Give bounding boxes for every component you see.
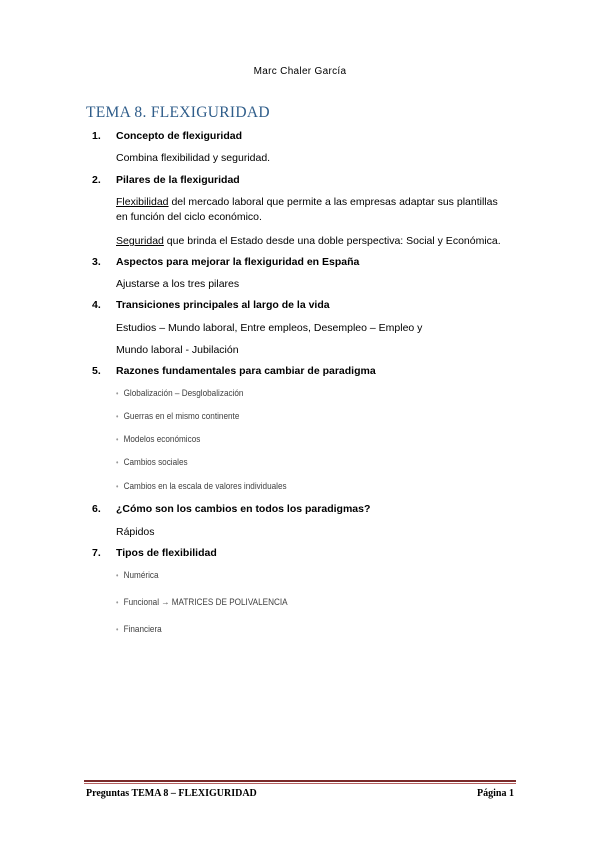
footer-title: Preguntas TEMA 8 – FLEXIGURIDAD [86, 788, 257, 799]
list-item-text: Numérica [123, 570, 159, 581]
footer-divider-thin [84, 783, 516, 784]
list-item-text: Cambios sociales [123, 457, 188, 468]
list-item-text: Globalización – Desglobalización [123, 388, 244, 399]
question-4-number: 4. [92, 299, 101, 311]
bullet-icon: • [116, 598, 119, 607]
question-4 [92, 299, 330, 311]
question-1-number: 1. [92, 130, 101, 142]
answer-1: Combina flexibilidad y seguridad. [116, 152, 271, 164]
list-item-text: Cambios en la escala de valores individuales [123, 481, 287, 492]
answer-4-line1: Estudios – Mundo laboral, Entre empleos, Desempleo – Empleo y [116, 322, 423, 334]
bullet-icon: • [116, 435, 119, 444]
page-number: Página 1 [477, 788, 514, 799]
header-author: Marc Chaler García [253, 66, 347, 77]
bullet-icon: • [116, 571, 119, 580]
question-6 [92, 503, 370, 515]
question-7 [92, 547, 217, 559]
bullet-icon: • [116, 412, 119, 421]
answer-2-flexibilidad-term: Flexibilidad [116, 196, 169, 208]
list-item [116, 570, 159, 581]
list-item [116, 481, 287, 492]
list-item [116, 434, 200, 445]
answer-3: Ajustarse a los tres pilares [116, 278, 240, 290]
question-2 [92, 174, 240, 186]
bullet-icon: • [116, 389, 119, 398]
answer-2-seguridad-term: Seguridad [116, 235, 164, 247]
question-3-number: 3. [92, 256, 101, 268]
question-2-text: Pilares de la flexiguridad [116, 174, 240, 186]
bullet-icon: • [116, 625, 119, 634]
answer-2-seguridad-text: que brinda el Estado desde una doble perspectiva: Social y Económica. [163, 235, 501, 247]
question-7-text: Tipos de flexibilidad [116, 547, 217, 559]
bullet-icon: • [116, 458, 119, 467]
question-3-text: Aspectos para mejorar la flexiguridad en España [116, 256, 360, 268]
question-4-text: Transiciones principales al largo de la vida [116, 299, 330, 311]
question-5-number: 5. [92, 365, 101, 377]
question-5-text: Razones fundamentales para cambiar de paradigma [116, 365, 376, 377]
list-item [116, 388, 243, 399]
page-title: TEMA 8. FLEXIGURIDAD [86, 104, 270, 121]
answer-2-flexibilidad-text: del mercado laboral que permite a las empresas adaptar sus plantillas [168, 196, 498, 208]
question-5 [92, 365, 376, 377]
question-6-text: ¿Cómo son los cambios en todos los paradigmas? [116, 503, 371, 515]
footer-divider [84, 780, 516, 782]
question-6-number: 6. [92, 503, 101, 515]
list-item-text: Funcional → MATRICES DE POLIVALENCIA [123, 597, 288, 608]
answer-2-seguridad [116, 234, 501, 249]
question-2-number: 2. [92, 174, 101, 186]
answer-6: Rápidos [116, 526, 155, 538]
answer-2-flexibilidad-line2: en función del ciclo económico. [116, 211, 262, 223]
list-item-text: Financiera [123, 624, 162, 635]
bullet-icon: • [116, 482, 119, 491]
question-1 [92, 130, 242, 142]
list-item-text: Guerras en el mismo continente [123, 411, 240, 422]
list-item [116, 597, 288, 608]
answer-4-line2: Mundo laboral - Jubilación [116, 344, 239, 356]
list-item [116, 411, 239, 422]
question-7-number: 7. [92, 547, 101, 559]
list-item [116, 457, 188, 468]
question-3 [92, 256, 359, 268]
question-1-text: Concepto de flexiguridad [116, 130, 243, 142]
list-item-text: Modelos económicos [123, 434, 201, 445]
answer-2-flexibilidad [116, 195, 498, 210]
list-item [116, 624, 162, 635]
